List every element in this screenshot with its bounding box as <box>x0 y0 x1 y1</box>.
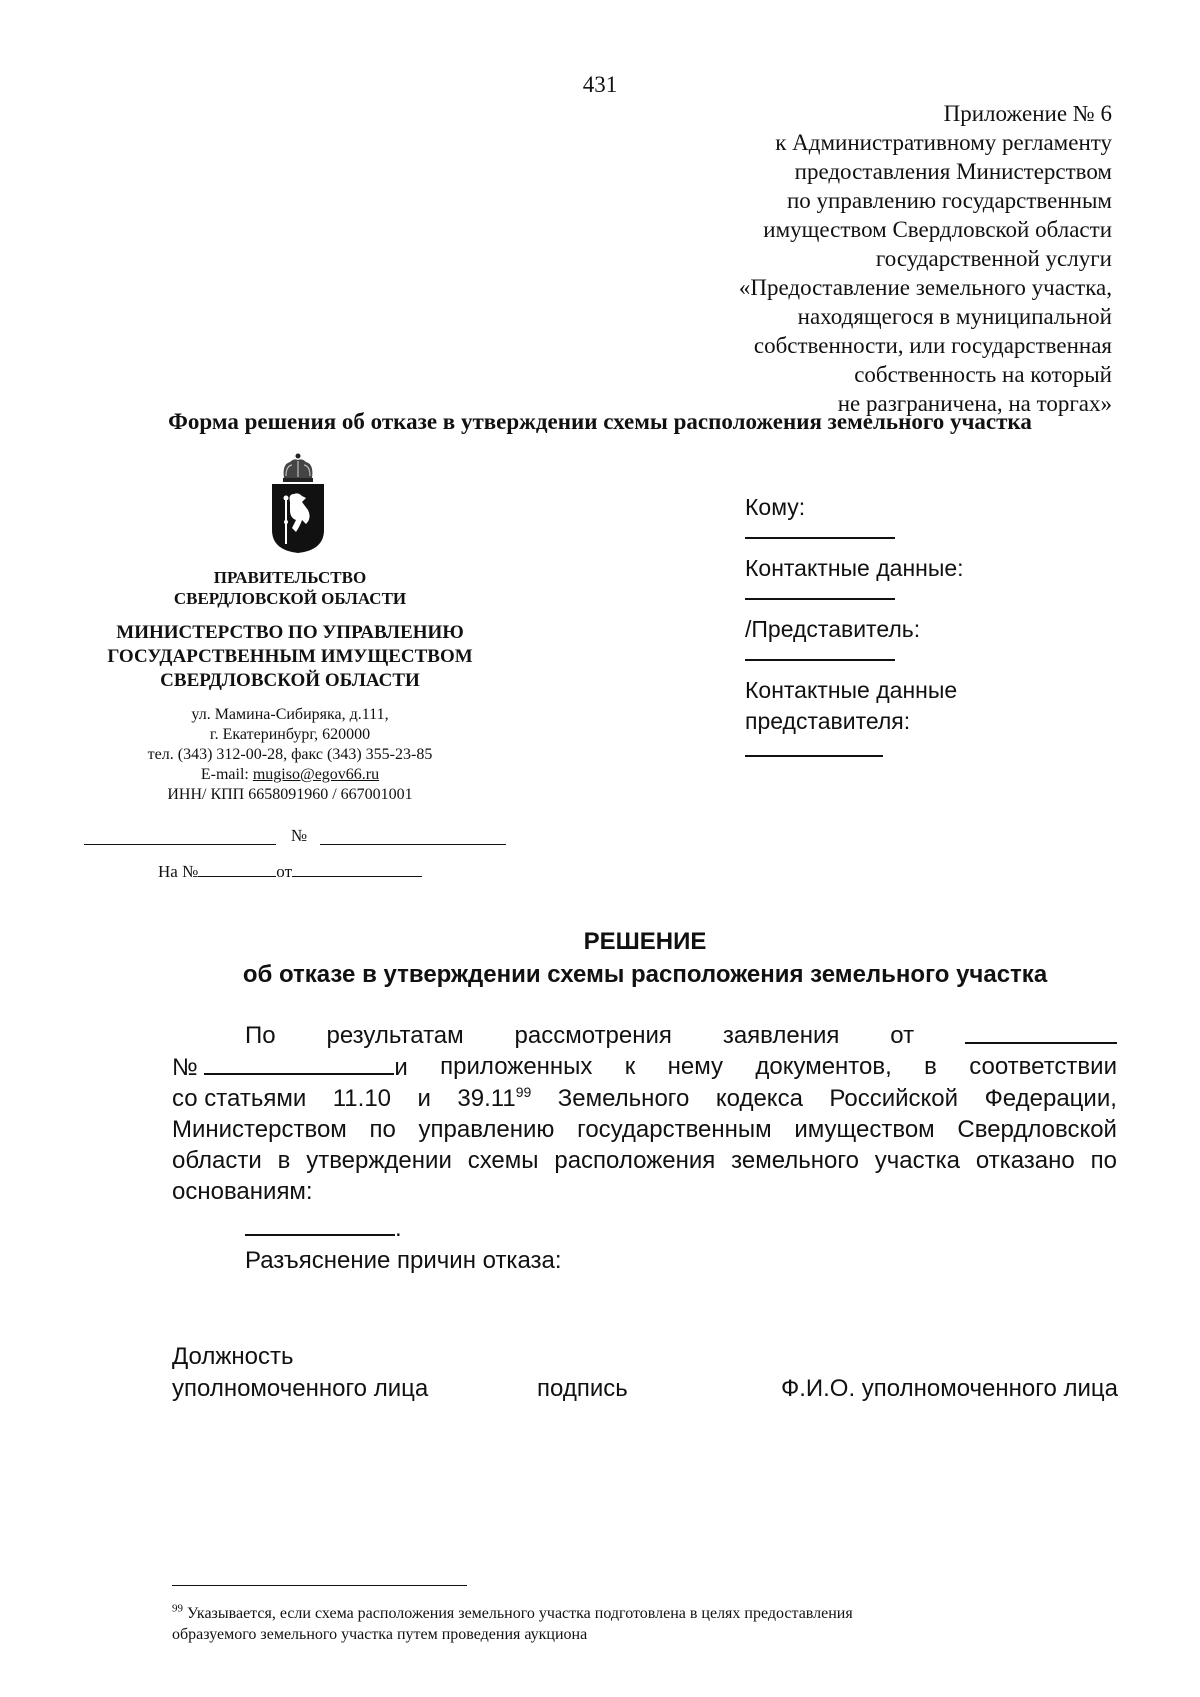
appendix-line: к Административному регламенту <box>775 130 1112 155</box>
word: имуществом <box>794 1116 935 1143</box>
appendix-line: по управлению государственным <box>787 188 1112 213</box>
word: и <box>417 1085 431 1112</box>
rep-contacts-label-1: Контактные данные <box>745 677 958 703</box>
word: отказано <box>975 1147 1075 1174</box>
appendix-line: «Предоставление земельного участка, <box>738 275 1112 300</box>
word: утверждении <box>306 1147 452 1174</box>
word: по <box>1090 1147 1117 1174</box>
footnote-line-1 <box>172 1603 1072 1624</box>
body-line-1 <box>172 1020 1117 1051</box>
appendix-line: Приложение № 6 <box>943 101 1112 126</box>
footnote-number: 99 <box>172 1602 183 1615</box>
reference-line <box>158 862 422 882</box>
ministry-line: МИНИСТЕРСТВО ПО УПРАВЛЕНИЮ <box>116 622 464 643</box>
form-title: Форма решения об отказе в утверждении схемы расположения земельного участка <box>168 409 1032 434</box>
email-label: E-mail: <box>200 766 253 783</box>
rep-contacts-label-2: представителя: <box>745 708 911 734</box>
appendix-line: государственной услуги <box>875 246 1112 271</box>
word: и <box>394 1054 408 1081</box>
ref-from: от <box>276 862 293 881</box>
ref-date-blank <box>292 862 422 877</box>
page-number: 431 <box>582 72 618 97</box>
sender-block <box>80 567 500 805</box>
ministry-line: СВЕРДЛОВСКОЙ ОБЛАСТИ <box>160 670 420 691</box>
footnote <box>172 1603 1072 1645</box>
appendix-line: имуществом Свердловской области <box>763 217 1112 242</box>
word: схемы <box>467 1147 539 1174</box>
appendix-line: не разграничена, на торгах» <box>837 391 1112 416</box>
word: Земельного <box>557 1085 690 1112</box>
ref-number-blank <box>198 862 276 877</box>
word: расположения <box>554 1147 716 1174</box>
ministry-contacts <box>80 705 500 805</box>
word: в <box>277 1147 291 1174</box>
reg-number-sign: № <box>290 826 308 845</box>
rep-contacts-blank <box>745 741 883 757</box>
body-line-6 <box>172 1176 1117 1207</box>
application-number-blank <box>204 1051 394 1075</box>
word: по <box>369 1116 396 1143</box>
email-line <box>80 765 500 785</box>
decision-subtitle: об отказе в утверждении схемы расположения земельного участка <box>242 961 1048 988</box>
word: земельного <box>731 1147 859 1174</box>
footnote-line-2: образуемого земельного участка путем проведения аукциона <box>172 1626 588 1643</box>
word: Свердловской <box>957 1116 1117 1143</box>
recipient-contacts-label: Контактные данные: <box>745 555 964 581</box>
word: государственным <box>577 1116 772 1143</box>
inn-line: ИНН/ КПП 6658091960 / 667001001 <box>167 786 413 803</box>
recipient-contacts-blank <box>745 584 895 600</box>
ref-prefix: На № <box>158 862 199 881</box>
decision-body <box>172 1020 1117 1207</box>
ministry-name <box>80 621 500 693</box>
recipient-to-label: Кому: <box>745 494 806 520</box>
appendix-header <box>492 99 1112 418</box>
footnote-separator <box>172 1585 467 1586</box>
representative-label: /Представитель: <box>745 616 921 642</box>
government-line: СВЕРДЛОВСКОЙ ОБЛАСТИ <box>173 589 407 608</box>
government-name <box>80 567 500 609</box>
word: к <box>624 1053 636 1080</box>
footnote-mark[interactable]: 99 <box>515 1084 532 1100</box>
body-line-5 <box>172 1145 1117 1176</box>
signature-sign-label: подпись <box>537 1375 628 1402</box>
phone-line: тел. (343) 312-00-28, факс (343) 355-23-85 <box>147 746 433 763</box>
city-line: г. Екатеринбург, 620000 <box>209 726 371 743</box>
word: документов, <box>755 1053 892 1080</box>
appendix-line: собственности, или государственная <box>753 333 1112 358</box>
word: основаниям: <box>172 1178 313 1205</box>
grounds-end: . <box>395 1215 402 1242</box>
address-line: ул. Мамина-Сибиряка, д.111, <box>191 706 389 723</box>
refusal-explanation-label: Разъяснение причин отказа: <box>245 1247 562 1274</box>
representative-blank <box>745 645 895 661</box>
appendix-line: находящегося в муниципальной <box>797 304 1112 329</box>
word: Министерством <box>172 1116 347 1143</box>
word: в <box>924 1053 937 1080</box>
decision-title: РЕШЕНИЕ <box>583 928 707 955</box>
signature-fio-label: Ф.И.О. уполномоченного лица <box>780 1375 1118 1402</box>
word: со статьями <box>172 1085 307 1112</box>
email-link[interactable]: mugiso@egov66.ru <box>252 766 380 783</box>
recipient-to-blank <box>745 523 895 539</box>
word: кодекса <box>715 1085 803 1112</box>
word: участка <box>874 1147 961 1174</box>
refusal-grounds <box>245 1212 402 1243</box>
application-date-blank <box>965 1020 1117 1044</box>
word: 11.10 <box>332 1085 392 1112</box>
word: заявления <box>722 1022 840 1049</box>
signature-position-line-1: Должность <box>172 1343 294 1370</box>
word: области <box>172 1147 262 1174</box>
word: рассмотрения <box>514 1022 672 1049</box>
word: Федерации, <box>984 1085 1117 1112</box>
recipient-block <box>745 492 1065 771</box>
appendix-line: предоставления Министерством <box>794 159 1112 184</box>
number-sign: № <box>172 1054 198 1081</box>
body-line-4 <box>172 1114 1117 1145</box>
word: от <box>890 1022 915 1049</box>
body-line-3 <box>172 1083 1117 1114</box>
article-ref <box>457 1083 531 1114</box>
grounds-blank <box>245 1212 395 1236</box>
article-number: 39.11 <box>457 1085 516 1112</box>
government-line: ПРАВИТЕЛЬСТВО <box>213 568 367 587</box>
footnote-text: Указывается, если схема расположения земельного участка подготовлена в целях предоставления <box>183 1605 853 1622</box>
ministry-line: ГОСУДАРСТВЕННЫМ ИМУЩЕСТВОМ <box>107 646 473 667</box>
reg-number-blank <box>320 844 506 845</box>
word: соответствии <box>969 1053 1117 1080</box>
reg-date-blank <box>84 844 276 845</box>
word: нему <box>667 1053 723 1080</box>
word: приложенных <box>440 1053 593 1080</box>
word: управлению <box>418 1116 555 1143</box>
coat-of-arms-icon <box>268 452 328 554</box>
body-line-2 <box>172 1051 1117 1083</box>
appendix-line: собственность на который <box>854 362 1112 387</box>
signature-position-line-2: уполномоченного лица <box>172 1375 429 1402</box>
registration-line <box>84 826 504 846</box>
word: результатам <box>326 1022 464 1049</box>
word: Российской <box>829 1085 959 1112</box>
word: По <box>245 1022 276 1049</box>
number-group <box>172 1051 408 1083</box>
